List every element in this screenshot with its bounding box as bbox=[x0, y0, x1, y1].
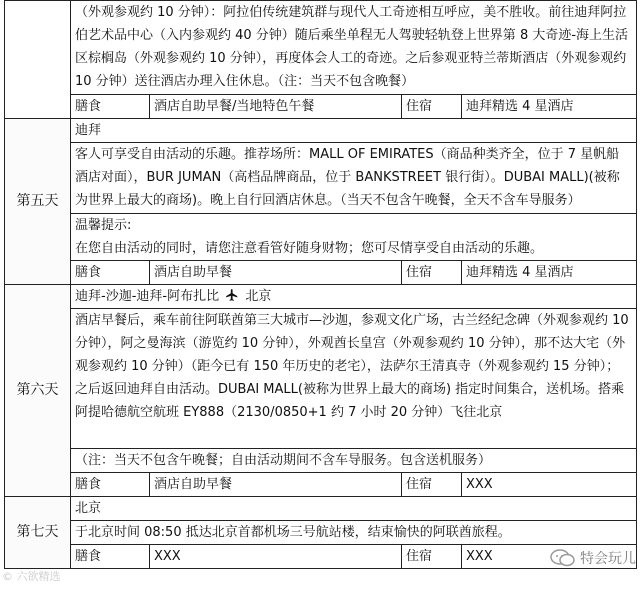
day5-description-row bbox=[5, 143, 637, 214]
day6-title bbox=[71, 285, 637, 309]
wechat-icon bbox=[550, 548, 576, 568]
day7-title: 北京 bbox=[71, 497, 637, 521]
stay-value: 迪拜精选 4 星酒店 bbox=[462, 261, 637, 285]
stay-value: XXX bbox=[462, 473, 637, 497]
stay-label: 住宿 bbox=[402, 261, 462, 285]
meal-label: 膳食 bbox=[71, 261, 150, 285]
day6-title-route: 迪拜-沙迦-迪拜-阿布扎比 bbox=[75, 289, 220, 304]
stay-label: 住宿 bbox=[402, 95, 462, 119]
day7-title-row bbox=[5, 497, 637, 521]
itinerary-table bbox=[4, 0, 637, 569]
watermark-right-text: 特会玩儿 bbox=[580, 551, 636, 567]
meal-label: 膳食 bbox=[71, 95, 150, 119]
day5-title: 迪拜 bbox=[71, 119, 637, 143]
stay-value: XXX bbox=[462, 545, 637, 569]
day6-label: 第六天 bbox=[5, 285, 71, 497]
airplane-icon bbox=[225, 288, 239, 302]
day5-title-row bbox=[5, 119, 637, 143]
watermark-left: © 六欲精选 bbox=[2, 570, 61, 583]
prev-day-description: （外观参观约 10 分钟）：阿拉伯传统建筑群与现代人工奇迹相互呼应，美不胜收。前往迪拜阿拉伯艺术品中心（入内参观约 40 分钟）随后乘坐单程无人驾驶轻轨登上世界第 8 大奇迹-海上生活区棕榈岛（外观参观约 10 分钟），再度体会人工的奇迹。之后参观亚特兰蒂斯酒店（外观参观约 10 分钟）送往酒店办理入住休息。（注：当天不包含晚餐） bbox=[71, 1, 637, 95]
meal-label: 膳食 bbox=[71, 473, 150, 497]
day6-title-row bbox=[5, 285, 637, 309]
day6-note: （注：当天不包含午晚餐；自由活动期间不含车导服务。包含送机服务） bbox=[71, 449, 637, 473]
stay-label: 住宿 bbox=[402, 473, 462, 497]
day5-tip-title: 温馨提示: bbox=[75, 218, 132, 233]
day7-description: 于北京时间 08:50 抵达北京首都机场三号航站楼，结束愉快的阿联酋旅程。 bbox=[71, 521, 637, 545]
day5-description: 客人可享受自由活动的乐趣。推荐场所：MALL OF EMIRATES（商品种类齐全，位于 7 星帆船酒店对面），BUR JUMAN（高档品牌商品，位于 BANKSTREET 银行街）。DUBAI MALL)(被称为世界上最大的商场)。晚上自行回酒店休息。（当天不包含午晚餐，全天不含车导服务） bbox=[71, 143, 637, 214]
day6-title-destination: 北京 bbox=[245, 289, 272, 304]
day6-description: 酒店早餐后，乘车前往阿联酋第三大城市—沙迦，参观文化广场，古兰经纪念碑（外观参观约 10 分钟），阿之曼海滨（游览约 10 分钟），外观酋长皇宫（外观参观约 10 分钟），那不达大宅（外观参观约 10 分钟）（距今已有 150 年历史的老宅），法萨尔王清真寺（外观参观约 15 分钟）；之后返回迪拜自由活动。DUBAI MALL(被称为世界上最大的商场) 指定时间集合，送机场。搭乘阿提哈德航空航班 EY888（2130/0850+1 约 7 小时 20 分钟）飞往北京 bbox=[71, 309, 637, 449]
day5-label: 第五天 bbox=[5, 119, 71, 285]
day5-tip-row bbox=[5, 214, 637, 261]
day5-meal-row bbox=[5, 261, 637, 285]
prev-day-description-row bbox=[5, 1, 637, 95]
day5-tip bbox=[71, 214, 637, 261]
meal-value: 酒店自助早餐 bbox=[150, 473, 402, 497]
meal-value: 酒店自助早餐 bbox=[150, 261, 402, 285]
meal-value: XXX bbox=[150, 545, 402, 569]
day5-tip-text: 在您自由活动的同时，请您注意看管好随身财物；您可尽情享受自由活动的乐趣。 bbox=[75, 241, 544, 256]
meal-label: 膳食 bbox=[71, 545, 150, 569]
day7-label: 第七天 bbox=[5, 497, 71, 569]
day7-meal-row bbox=[5, 545, 637, 569]
stay-label: 住宿 bbox=[402, 545, 462, 569]
prev-day-meal-row bbox=[5, 95, 637, 119]
watermark-right bbox=[550, 548, 636, 568]
meal-value: 酒店自助早餐/当地特色午餐 bbox=[150, 95, 402, 119]
day7-description-row bbox=[5, 521, 637, 545]
stay-value: 迪拜精选 4 星酒店 bbox=[462, 95, 637, 119]
day6-meal-row bbox=[5, 473, 637, 497]
day6-description-row bbox=[5, 309, 637, 449]
prev-day-cell bbox=[5, 1, 71, 119]
day6-note-row bbox=[5, 449, 637, 473]
